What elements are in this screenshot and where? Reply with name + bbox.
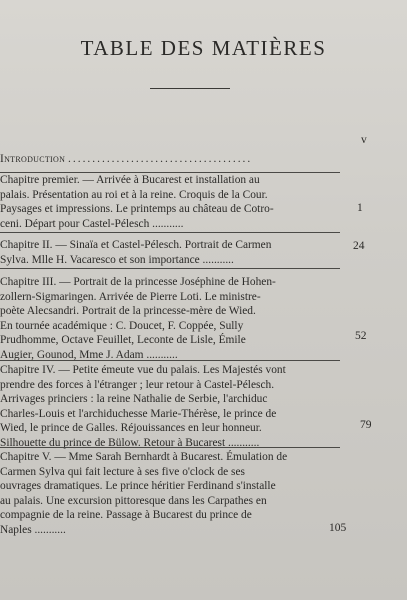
entry-line: Charles-Louis et l'archiduchesse Marie-Thérèse, le prince de	[0, 407, 277, 420]
toc-entry-chapter-5	[0, 450, 355, 538]
divider	[0, 447, 340, 448]
entry-line: Augier, Gounod, Mme J. Adam ...........	[0, 348, 178, 361]
divider	[0, 268, 340, 269]
entry-line: Silhouette du prince de Bülow. Retour à Bucarest ...........	[0, 436, 260, 449]
chapter-5-page-number: 105	[329, 522, 347, 534]
entry-line: Chapitre V. — Mme Sarah Bernhardt à Bucarest. Émulation de	[0, 451, 288, 463]
entry-line: compagnie de la reine. Passage à Bucarest du prince de	[0, 509, 252, 522]
toc-entry-chapter-3	[0, 275, 355, 363]
entry-line: En tournée académique : C. Doucet, F. Coppée, Sully	[0, 319, 244, 332]
entry-line: Paysages et impressions. Le printemps au château de Cotro-	[0, 203, 274, 216]
entry-line: au palais. Une excursion pittoresque dans les Carpathes en	[0, 494, 267, 507]
entry-line: ouvrages dramatiques. Le prince héritier Ferdinand s'installe	[0, 480, 276, 493]
entry-line: Prudhomme, Octave Feuillet, Leconte de Lisle, Émile	[0, 334, 246, 347]
intro-label: Introduction	[0, 153, 66, 165]
toc-entry-chapter-1	[0, 173, 355, 231]
entry-line: zollern-Sigmaringen. Arrivée de Pierre Loti. Le ministre-	[0, 290, 261, 303]
intro-dots: ......................................	[68, 153, 253, 165]
entry-line: Wied, le prince de Galles. Réjouissances en leur honneur.	[0, 422, 262, 435]
entry-line: poète Alecsandri. Portrait de la princesse-mère de Wied.	[0, 305, 256, 318]
chapter-3-page-number: 52	[355, 330, 367, 342]
entry-line: ceni. Départ pour Castel-Pélesch ...........	[0, 217, 184, 230]
title-rule	[150, 88, 230, 89]
entry-line: palais. Présentation au roi et à la reine. Croquis de la Cour.	[0, 188, 268, 201]
divider	[0, 360, 340, 361]
intro-page-number: v	[361, 134, 367, 146]
toc-entry-chapter-4	[0, 363, 355, 451]
entry-line: Chapitre IV. — Petite émeute vue du palais. Les Majestés vont	[0, 364, 286, 376]
entry-line: Chapitre II. — Sinaïa et Castel-Pélesch. Portrait de Carmen	[0, 239, 272, 251]
entry-line: Naples ...........	[0, 523, 66, 536]
entry-line: Carmen Sylva qui fait lecture à ses five o'clock de ses	[0, 465, 245, 478]
entry-line: prendre des forces à l'étranger ; leur retour à Castel-Pélesch.	[0, 378, 275, 391]
entry-line: Chapitre premier. — Arrivée à Bucarest et installation au	[0, 174, 260, 186]
toc-entry-introduction	[0, 152, 355, 167]
chapter-1-page-number: 1	[357, 202, 363, 214]
chapter-2-page-number: 24	[353, 240, 365, 252]
entry-line: Sylva. Mlle H. Vacaresco et son importance ...........	[0, 253, 234, 266]
entry-line: Arrivages princiers : la reine Nathalie de Serbie, l'archiduc	[0, 393, 268, 406]
entry-line: Chapitre III. — Portrait de la princesse Joséphine de Hohen-	[0, 276, 276, 288]
toc-entry-chapter-2	[0, 238, 355, 267]
chapter-4-page-number: 79	[360, 419, 372, 431]
page-title: TABLE DES MATIÈRES	[80, 36, 327, 60]
divider	[0, 232, 340, 233]
